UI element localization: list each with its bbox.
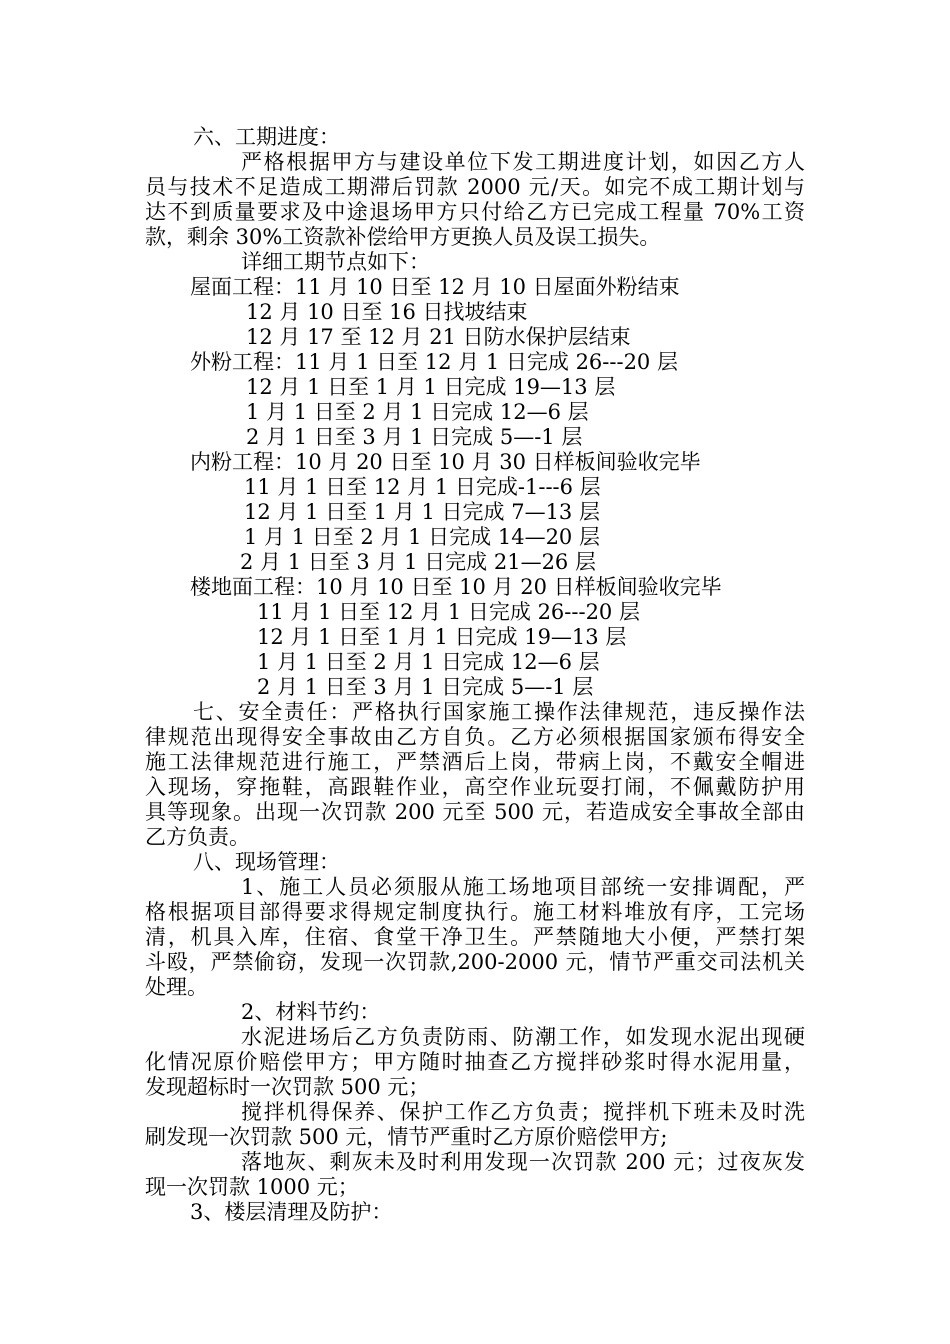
section-8-heading: 八、现场管理： <box>193 850 340 874</box>
floor-work-item: 2 月 1 日至 3 月 1 日完成 5—-1 层 <box>257 675 594 699</box>
mortar-rule-line: 现一次罚款 1000 元； <box>145 1175 359 1199</box>
cement-rule-line: 化情况原价赔偿甲方；甲方随时抽查乙方搅拌砂浆时得水泥用量， <box>145 1050 805 1074</box>
section-7-line: 施工法律规范进行施工，严禁酒后上岗，带病上岗，不戴安全帽进 <box>145 750 805 774</box>
section-7-line: 七、安全责任：严格执行国家施工操作法律规范，违反操作法 <box>193 700 805 724</box>
section-6-para-line: 达不到质量要求及中途退场甲方只付给乙方已完成工程量 70%工资 <box>145 200 805 224</box>
exterior-work-title: 外粉工程：11 月 1 日至 12 月 1 日完成 26---20 层 <box>190 350 678 374</box>
mixer-rule-line: 搅拌机得保养、保护工作乙方负责；搅拌机下班未及时洗 <box>241 1100 805 1124</box>
mixer-rule-line: 刷发现一次罚款 500 元，情节严重时乙方原价赔偿甲方; <box>145 1125 668 1149</box>
roof-work-item: 12 月 17 至 12 月 21 日防水保护层结束 <box>246 325 631 349</box>
roof-work-title: 屋面工程：11 月 10 日至 12 月 10 日屋面外粉结束 <box>190 275 680 299</box>
interior-work-item: 2 月 1 日至 3 月 1 日完成 21—26 层 <box>240 550 596 574</box>
cement-rule-line: 水泥进场后乙方负责防雨、防潮工作，如发现水泥出现硬 <box>241 1025 805 1049</box>
interior-work-item: 12 月 1 日至 1 月 1 日完成 7—13 层 <box>244 500 600 524</box>
site-rules-line: 斗殴，严禁偷窃，发现一次罚款,200-2000 元，情节严重交司法机关 <box>145 950 805 974</box>
section-7-line: 乙方负责。 <box>145 825 250 849</box>
section-6-para-line: 款，剩余 30%工资款补偿给甲方更换人员及误工损失。 <box>145 225 661 249</box>
interior-work-item: 11 月 1 日至 12 月 1 日完成-1---6 层 <box>244 475 601 499</box>
material-saving-heading: 2、材料节约： <box>241 1000 381 1024</box>
exterior-work-item: 12 月 1 日至 1 月 1 日完成 19—13 层 <box>246 375 616 399</box>
site-rules-line: 处理。 <box>145 975 208 999</box>
cement-rule-line: 发现超标时一次罚款 500 元； <box>145 1075 430 1099</box>
site-rules-line: 格根据项目部得要求得规定制度执行。施工材料堆放有序，工完场 <box>145 900 805 924</box>
site-rules-line: 清，机具入库，住宿、食堂干净卫生。严禁随地大小便，严禁打架 <box>145 925 805 949</box>
section-7-line: 入现场，穿拖鞋，高跟鞋作业，高空作业玩耍打闹，不佩戴防护用 <box>145 775 805 799</box>
section-6-heading: 六、工期进度： <box>193 125 340 149</box>
schedule-nodes-intro: 详细工期节点如下： <box>241 250 430 274</box>
section-6-para-line: 严格根据甲方与建设单位下发工期进度计划，如因乙方人 <box>241 150 805 174</box>
interior-work-title: 内粉工程：10 月 20 日至 10 月 30 日样板间验收完毕 <box>190 450 701 474</box>
mortar-rule-line: 落地灰、剩灰未及时利用发现一次罚款 200 元；过夜灰发 <box>241 1150 805 1174</box>
roof-work-item: 12 月 10 日至 16 日找坡结束 <box>246 300 528 324</box>
floor-work-title: 楼地面工程：10 月 10 日至 10 月 20 日样板间验收完毕 <box>190 575 722 599</box>
interior-work-item: 1 月 1 日至 2 月 1 日完成 14—20 层 <box>244 525 600 549</box>
site-rules-line: 1、施工人员必须服从施工场地项目部统一安排调配，严 <box>241 875 805 899</box>
floor-work-item: 11 月 1 日至 12 月 1 日完成 26---20 层 <box>257 600 640 624</box>
section-7-line: 具等现象。出现一次罚款 200 元至 500 元，若造成安全事故全部由 <box>145 800 805 824</box>
floor-work-item: 1 月 1 日至 2 月 1 日完成 12—6 层 <box>257 650 600 674</box>
floor-work-item: 12 月 1 日至 1 月 1 日完成 19—13 层 <box>257 625 627 649</box>
exterior-work-item: 1 月 1 日至 2 月 1 日完成 12—6 层 <box>246 400 589 424</box>
floor-cleanup-heading: 3、楼层清理及防护： <box>190 1200 393 1224</box>
section-6-para-line: 员与技术不足造成工期滞后罚款 2000 元/天。如完不成工期计划与 <box>145 175 805 199</box>
exterior-work-item: 2 月 1 日至 3 月 1 日完成 5—-1 层 <box>246 425 583 449</box>
section-7-line: 律规范出现得安全事故由乙方自负。乙方必须根据国家颁布得安全 <box>145 725 805 749</box>
